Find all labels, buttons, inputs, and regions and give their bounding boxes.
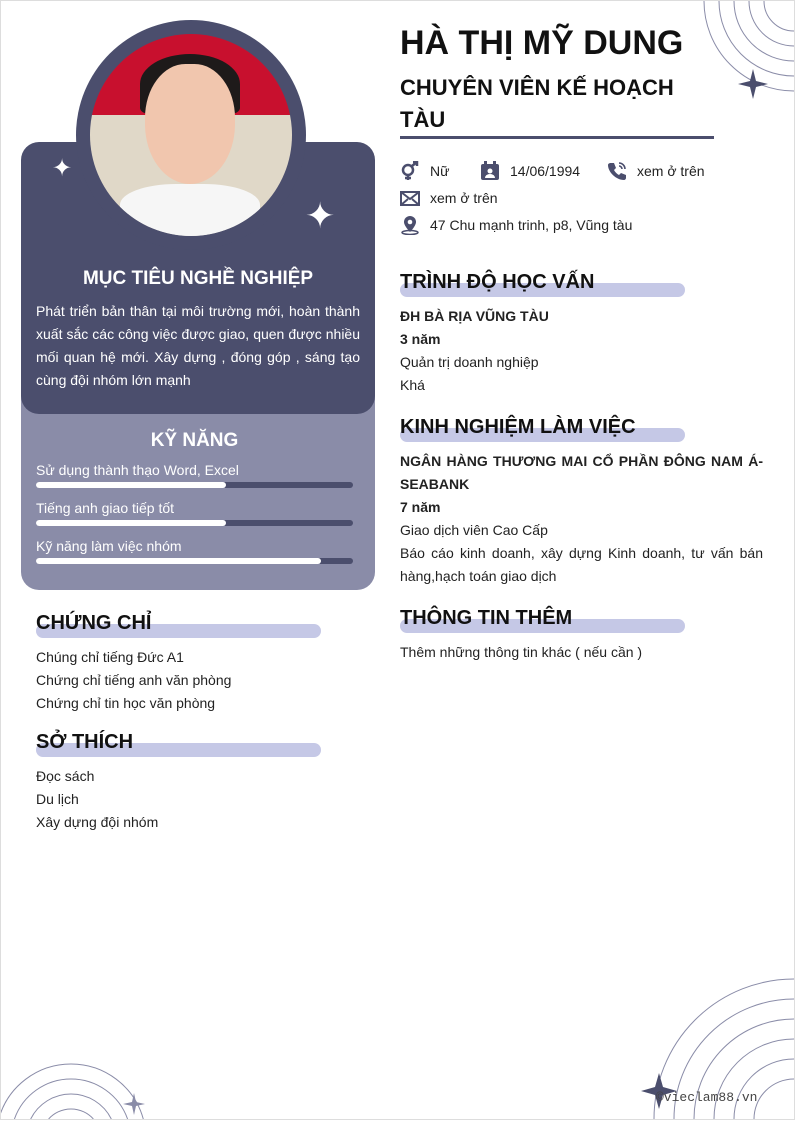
- gender-value: Nữ: [430, 163, 450, 179]
- certificates-heading: CHỨNG CHỈ: [36, 612, 152, 634]
- job-title: CHUYÊN VIÊN KẾ HOẠCH TÀU: [400, 75, 674, 132]
- email-info: [400, 188, 498, 208]
- decorative-arc: [714, 1039, 794, 1119]
- hobbies-section: [36, 731, 321, 834]
- skills-section: [36, 430, 353, 576]
- certificates-section: [36, 612, 321, 715]
- objective-heading: MỤC TIÊU NGHỀ NGHIỆP: [82, 268, 314, 289]
- extra-info-section: [400, 607, 763, 664]
- extra-info-text: Thêm những thông tin khác ( nếu cần ): [400, 644, 643, 660]
- list-item: Chúng chỉ tiếng Đức A1: [36, 649, 184, 665]
- address-info: [400, 215, 632, 235]
- email-icon: [400, 188, 420, 208]
- sparkle-icon: [123, 1093, 145, 1115]
- education-duration: 3 năm: [400, 331, 441, 347]
- skill-bar-fill: [36, 520, 226, 526]
- objective-section: [36, 268, 360, 392]
- decorative-arc: [754, 1079, 794, 1119]
- school-name: ĐH BÀ RỊA VŨNG TÀU: [400, 308, 549, 324]
- education-major: Quản trị doanh nghiệp: [400, 354, 539, 370]
- dob-value: 14/06/1994: [510, 163, 581, 179]
- dob-info: [480, 161, 580, 181]
- divider: [400, 136, 714, 139]
- experience-duration: 7 năm: [400, 499, 441, 515]
- experience-heading: KINH NGHIỆM LÀM VIỆC: [400, 416, 636, 438]
- calendar-icon: [480, 161, 500, 181]
- skill-bar: [36, 558, 353, 564]
- watermark: ©vieclam88.vn: [656, 1090, 758, 1105]
- skill-bar-fill: [36, 482, 226, 488]
- skill-bar: [36, 482, 353, 488]
- decorative-arc: [1, 1064, 143, 1119]
- education-grade: Khá: [400, 377, 425, 393]
- list-item: Đọc sách: [36, 768, 95, 784]
- skill-bar-fill: [36, 558, 321, 564]
- skill-bar: [36, 520, 353, 526]
- skill-label: Kỹ năng làm việc nhóm: [36, 538, 182, 554]
- decorative-arc: [749, 1, 794, 46]
- avatar: [90, 34, 292, 236]
- email-value: xem ở trên: [430, 190, 498, 206]
- decorative-arc: [31, 1094, 112, 1119]
- experience-section: [400, 416, 763, 588]
- list-item: Du lịch: [36, 791, 79, 807]
- skill-item: [36, 500, 353, 526]
- location-icon: [400, 215, 420, 235]
- hobbies-heading: SỞ THÍCH: [36, 731, 134, 753]
- decorative-arc: [764, 1, 794, 31]
- skills-heading: KỸ NĂNG: [150, 430, 239, 451]
- gender-info: [400, 161, 449, 181]
- list-item: Chứng chỉ tin học văn phòng: [36, 695, 216, 711]
- skill-item: [36, 462, 353, 488]
- decorative-arc: [704, 1, 794, 91]
- education-heading: TRÌNH ĐỘ HỌC VẤN: [400, 271, 595, 293]
- decorative-arc: [734, 1059, 794, 1119]
- address-value: 47 Chu mạnh trinh, p8, Vũng tàu: [430, 217, 633, 233]
- phone-icon: [607, 161, 627, 181]
- sparkle-icon: ✦: [52, 155, 73, 182]
- decorative-arc: [734, 1, 794, 61]
- company-name: NGÂN HÀNG THƯƠNG MAI CỔ PHẦN ĐÔNG NAM Á- SEABANK: [400, 453, 763, 492]
- experience-description: Báo cáo kinh doanh, xây dựng Kinh doanh, tư vấn bán hàng,hạch toán giao dịch: [400, 545, 763, 584]
- skill-label: Tiếng anh giao tiếp tốt: [36, 500, 175, 516]
- objective-text: Phát triển bản thân tại môi trường mới, hoàn thành xuất sắc các công việc được giao, quen được nhiều mối quan hệ mới. Xây dựng , đóng góp , sáng tạo cùng đội nhóm lớn mạnh: [36, 303, 360, 388]
- gender-icon: [400, 161, 420, 181]
- candidate-name: HÀ THỊ MỸ DUNG: [400, 24, 684, 62]
- sparkle-icon: [738, 69, 768, 99]
- list-item: Chứng chỉ tiếng anh văn phòng: [36, 672, 232, 688]
- skill-label: Sử dụng thành thạo Word, Excel: [36, 462, 239, 478]
- skill-item: [36, 538, 353, 564]
- extra-info-heading: THÔNG TIN THÊM: [400, 607, 573, 629]
- phone-info: [607, 161, 705, 181]
- avatar-frame: [76, 20, 306, 250]
- experience-position: Giao dịch viên Cao Cấp: [400, 522, 548, 538]
- phone-value: xem ở trên: [637, 163, 705, 179]
- education-section: [400, 271, 763, 397]
- list-item: Xây dựng đội nhóm: [36, 814, 159, 830]
- sparkle-icon: ✦: [305, 195, 336, 236]
- decorative-arc: [14, 1079, 127, 1119]
- decorative-arc: [49, 1109, 94, 1119]
